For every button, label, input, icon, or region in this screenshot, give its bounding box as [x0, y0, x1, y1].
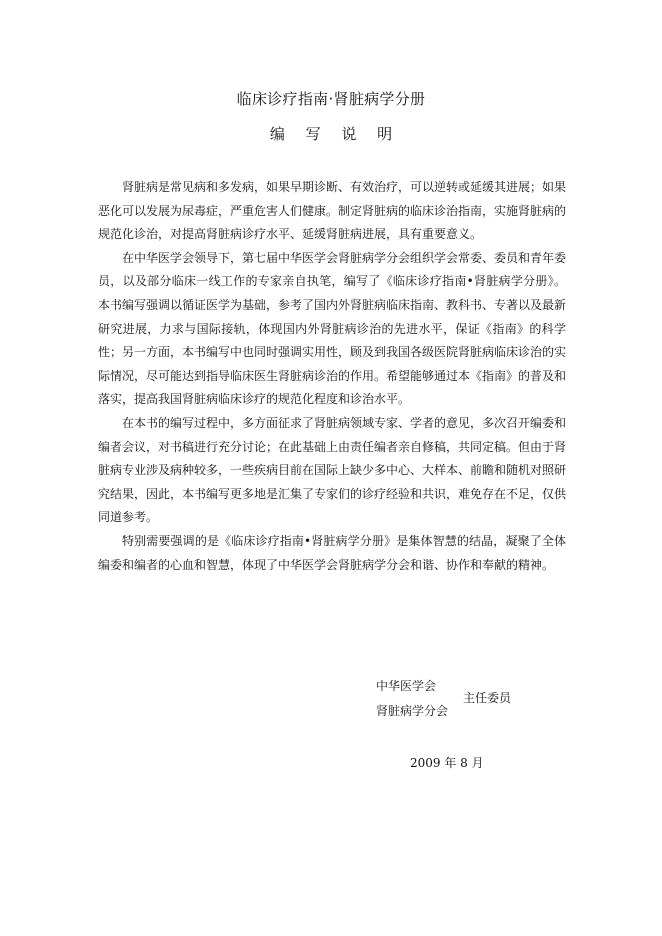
signature-role: 主任委员: [463, 691, 512, 705]
signature-organization-line2: 肾脏病学分会: [376, 704, 449, 718]
document-subtitle: 编 写 说 明: [269, 125, 401, 143]
paragraph-2: 在中华医学会领导下，第七届中华医学会肾脏病学分会组织学会常委、委员和青年委员，以及部分临床一线工作的专家亲自执笔，编写了《临床诊疗指南•肾脏病学分册》。本书编写强调以循证医学为基础，参考了国内外肾脏病临床指南、教科书、专著以及最新研究进展，力求与国际接轨，体现国内外肾脏病诊治的先进水平，保证《指南》的科学性；另一方面，本书编写中也同时强调实用性，顾及到我国各级医院肾脏病临床诊治的实际情况，尽可能达到指导临床医生肾脏病诊治的作用。希望能够通过本《指南》的普及和落实，提高我国肾脏病临床诊疗的规范化程度和诊治水平。: [98, 250, 567, 407]
paragraph-4: 特别需要强调的是《临床诊疗指南•肾脏病学分册》是集体智慧的结晶，凝聚了全体编委和编者的心血和智慧，体现了中华医学会肾脏病学分会和谐、协作和奉献的精神。: [98, 533, 566, 572]
document-title: 临床诊疗指南·肾脏病学分册: [236, 90, 426, 108]
paragraph-1: 肾脏病是常见病和多发病，如果早期诊断、有效治疗，可以逆转或延缓其进展；如果恶化可以发展为尿毒症，严重危害人们健康。制定肾脏病的临床诊治指南，实施肾脏病的规范化诊治，对提高肾脏病诊疗水平、延缓肾脏病进展，具有重要意义。: [98, 180, 567, 242]
signature-date: 2009 年 8 月: [410, 756, 484, 770]
signature-organization-line1: 中华医学会: [376, 679, 437, 693]
paragraph-3: 在本书的编写过程中，多方面征求了肾脏病领域专家、学者的意见，多次召开编委和编者会议，对书稿进行充分讨论；在此基础上由责任编者亲自修稿，共同定稿。但由于肾脏病专业涉及病种较多，一些疾病目前在国际上缺少多中心、大样本、前瞻和随机对照研究结果，因此，本书编写更多地是汇集了专家们的诊疗经验和共识，难免存在不足，仅供同道参考。: [98, 415, 567, 525]
document-body: [98, 176, 566, 577]
